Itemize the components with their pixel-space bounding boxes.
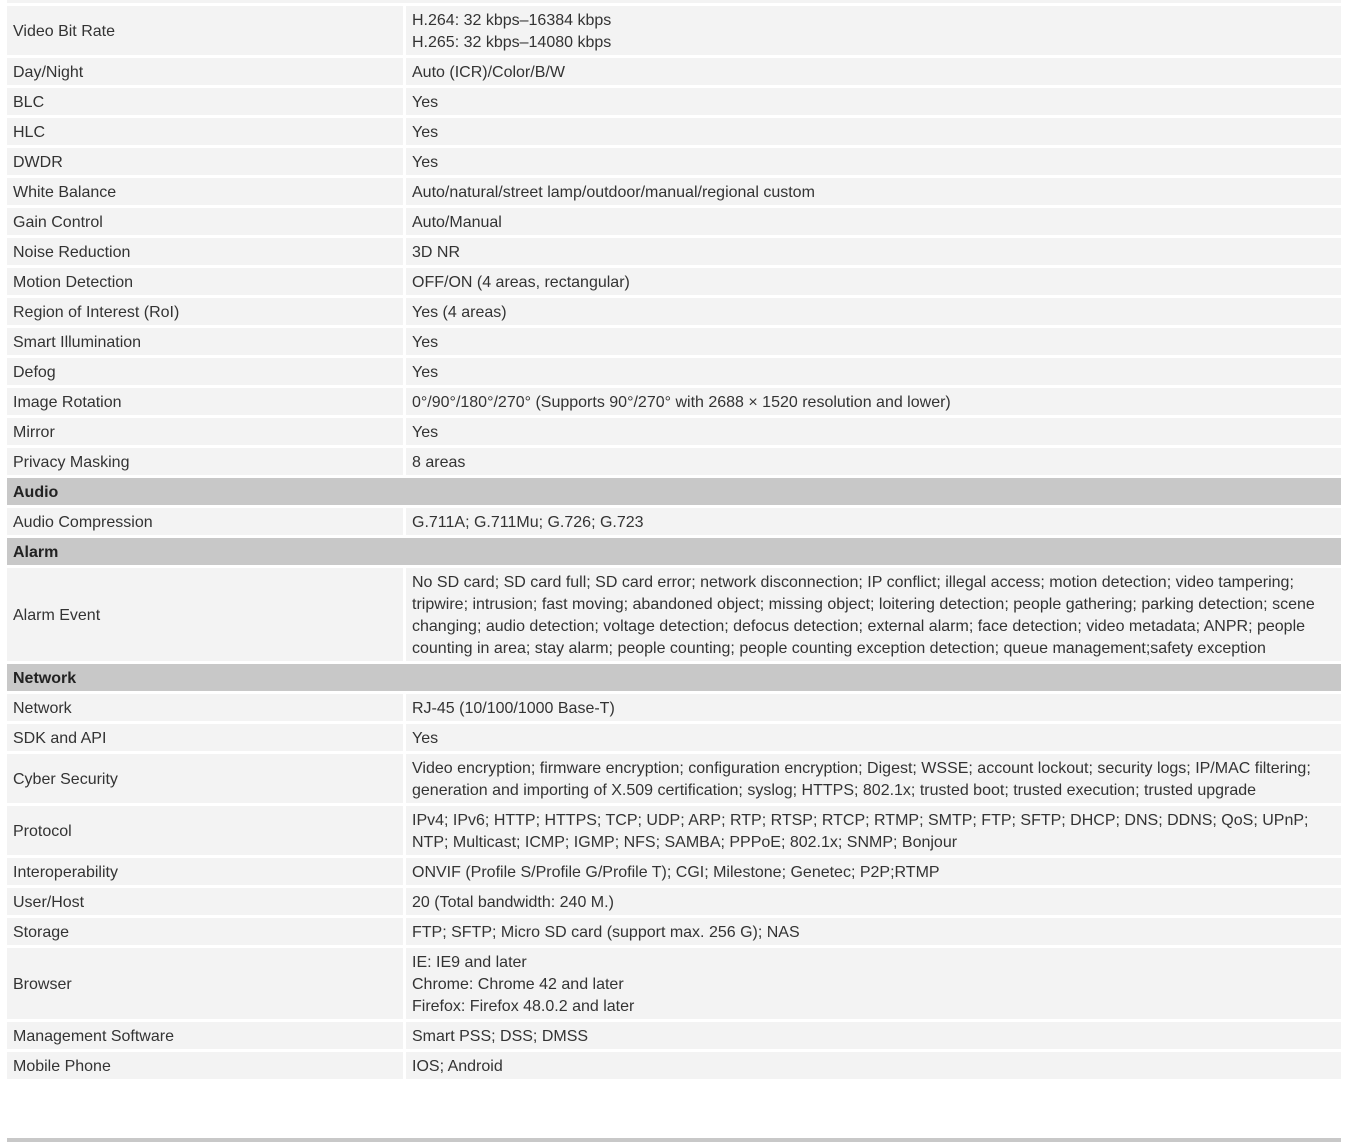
spec-value-line: H.265: 32 kbps–14080 kbps [412,34,612,51]
spec-value [406,58,1341,85]
spec-value [406,88,1341,115]
spec-label: Interoperability [7,858,406,885]
table-row [7,88,1341,115]
spec-value [406,948,1341,1019]
spec-label: Storage [7,918,406,945]
table-row [7,888,1341,915]
spec-label: Network [7,694,406,721]
spec-label: Alarm Event [7,568,406,661]
spec-value [406,298,1341,325]
section-title: Alarm [7,538,1341,565]
table-row [7,858,1341,885]
table-row [7,208,1341,235]
spec-label: Video Bit Rate [7,6,406,55]
spec-value-line: 8 areas [412,454,466,471]
spec-value-line: Yes [412,124,439,141]
spec-value [406,508,1341,535]
spec-value-line: 20 (Total bandwidth: 240 M.) [412,894,614,911]
spec-value-line: IPv4; IPv6; HTTP; HTTPS; TCP; UDP; ARP; RTP; RTSP; RTCP; RTMP; SMTP; FTP; SFTP; DHCP; DNS; DDNS; QoS; UPnP; NTP; Multicast; ICMP; IGMP; NFS; SAMBA; PPPoE; 802.1x; SNMP; Bonjour [412,812,1309,851]
spec-value-line: Yes [412,94,439,111]
spec-label: Privacy Masking [7,448,406,475]
table-row [7,1052,1341,1079]
spec-label: Gain Control [7,208,406,235]
table-row [7,298,1341,325]
spec-value-line: Auto (ICR)/Color/B/W [412,64,565,81]
spec-label: Management Software [7,1022,406,1049]
spec-value [406,6,1341,55]
section-title: Audio [7,478,1341,505]
spec-value-line: IE: IE9 and later [412,954,527,971]
table-row [7,568,1341,661]
spec-label: Image Rotation [7,388,406,415]
table-row [7,328,1341,355]
spec-value [406,568,1341,661]
spec-value-line: 0°/90°/180°/270° (Supports 90°/270° with 2688 × 1520 resolution and lower) [412,394,951,411]
spec-label: Day/Night [7,58,406,85]
spec-value-line: Auto/natural/street lamp/outdoor/manual/regional custom [412,184,815,201]
spec-label: Smart Illumination [7,328,406,355]
table-row [7,58,1341,85]
spec-label: Motion Detection [7,268,406,295]
spec-value-line: IOS; Android [412,1058,503,1075]
spec-value-line: Yes [412,364,439,381]
spec-value [406,858,1341,885]
section-header-row [7,664,1341,691]
spec-label: Mobile Phone [7,1052,406,1079]
spec-label: Audio Compression [7,508,406,535]
spec-value-line: Chrome: Chrome 42 and later [412,976,624,993]
spec-label: SDK and API [7,724,406,751]
spec-label: Browser [7,948,406,1019]
spec-label: Cyber Security [7,754,406,803]
spec-label: User/Host [7,888,406,915]
spec-label: Region of Interest (RoI) [7,298,406,325]
table-row [7,806,1341,855]
spec-value [406,694,1341,721]
spec-value-line: G.711A; G.711Mu; G.726; G.723 [412,514,644,531]
spec-label: Protocol [7,806,406,855]
spec-value [406,1052,1341,1079]
spec-table [7,3,1341,1082]
section-title: Network [7,664,1341,691]
spec-value [406,388,1341,415]
spec-label: HLC [7,118,406,145]
table-row [7,418,1341,445]
spec-value-line: 3D NR [412,244,461,261]
spec-value [406,118,1341,145]
spec-value [406,918,1341,945]
spec-label: White Balance [7,178,406,205]
spec-value-line: Yes [412,154,439,171]
table-row [7,1022,1341,1049]
spec-value [406,238,1341,265]
spec-value-line: OFF/ON (4 areas, rectangular) [412,274,630,291]
table-row [7,754,1341,803]
spec-value-line: FTP; SFTP; Micro SD card (support max. 256 G); NAS [412,924,800,941]
section-header-row [7,478,1341,505]
table-row [7,118,1341,145]
table-row [7,358,1341,385]
table-row [7,178,1341,205]
section-header-row [7,538,1341,565]
table-row [7,6,1341,55]
spec-value [406,754,1341,803]
spec-value [406,448,1341,475]
table-row [7,448,1341,475]
spec-value-line: No SD card; SD card full; SD card error; network disconnection; IP conflict; illegal access; motion detection; video tampering; tripwire; intrusion; fast moving; abandoned object; missing object; loitering detection; people gathering; parking detection; scene changing; audio detection; voltage detection; defocus detection; external alarm; face detection; video metadata; ANPR; people counting in area; stay alarm; people counting; people counting exception detection; queue management;safety exception [412,574,1315,657]
table-row [7,238,1341,265]
spec-value-line: Video encryption; firmware encryption; configuration encryption; Digest; WSSE; account lockout; security logs; IP/MAC filtering; generation and importing of X.509 certification; syslog; HTTPS; 802.1x; trusted boot; trusted execution; trusted upgrade [412,760,1311,799]
spec-value [406,888,1341,915]
table-row [7,148,1341,175]
spec-table-body [7,6,1341,1079]
spec-value [406,358,1341,385]
table-row [7,694,1341,721]
spec-value [406,1022,1341,1049]
spec-value-line: RJ-45 (10/100/1000 Base-T) [412,700,615,717]
table-row [7,268,1341,295]
spec-value-line: Smart PSS; DSS; DMSS [412,1028,589,1045]
spec-label: DWDR [7,148,406,175]
table-row [7,948,1341,1019]
spec-value [406,178,1341,205]
spec-label: Noise Reduction [7,238,406,265]
spec-value-line: Yes [412,424,439,441]
table-bottom-edge [7,1138,1341,1142]
table-row [7,724,1341,751]
spec-label: Mirror [7,418,406,445]
spec-value-line: Yes [412,730,439,747]
spec-value [406,328,1341,355]
spec-label: BLC [7,88,406,115]
spec-value [406,418,1341,445]
spec-value-line: Yes (4 areas) [412,304,507,321]
spec-label: Defog [7,358,406,385]
spec-value-line: Yes [412,334,439,351]
spec-value [406,806,1341,855]
table-row [7,918,1341,945]
spec-value [406,208,1341,235]
spec-value-line: Firefox: Firefox 48.0.2 and later [412,998,635,1015]
spec-value-line: Auto/Manual [412,214,502,231]
spec-value [406,724,1341,751]
spec-value [406,268,1341,295]
spec-value [406,148,1341,175]
table-row [7,388,1341,415]
spec-value-line: ONVIF (Profile S/Profile G/Profile T); CGI; Milestone; Genetec; P2P;RTMP [412,864,940,881]
spec-value-line: H.264: 32 kbps–16384 kbps [412,12,612,29]
table-row [7,508,1341,535]
